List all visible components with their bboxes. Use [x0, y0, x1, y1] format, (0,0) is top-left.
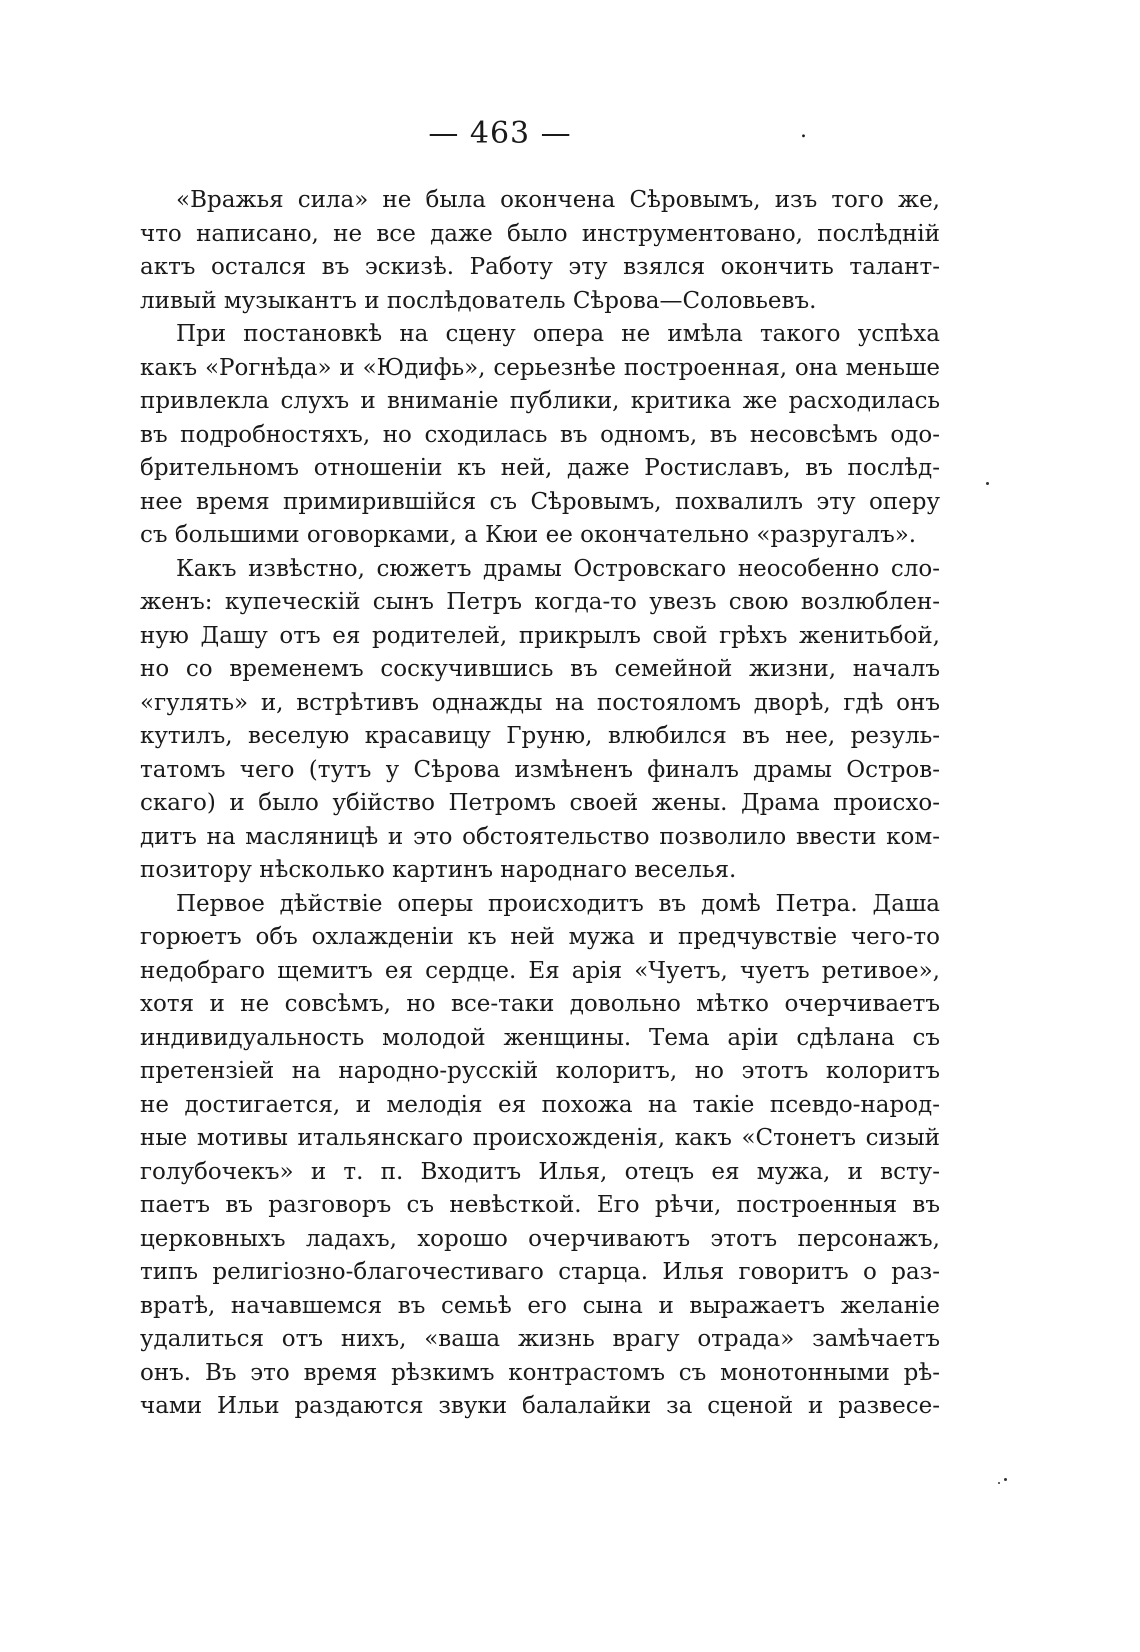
paragraph [140, 888, 940, 1424]
text-line: хотя и не совсѣмъ, но все-таки довольно мѣтко очерчиваетъ [140, 991, 940, 1017]
text-line: паетъ въ разговоръ съ невѣсткой. Его рѣчи, построенныя въ [140, 1192, 940, 1218]
text-line: «Вражья сила» не была окончена Сѣровымъ, изъ того же, [176, 187, 940, 213]
text-line: онъ. Въ это время рѣзкимъ контрастомъ съ монотонными рѣ- [140, 1359, 940, 1386]
text-line: актъ остался въ эскизѣ. Работу эту взялся окончить талант- [140, 254, 940, 280]
paragraph [140, 184, 940, 318]
text-line: женъ: купеческiй сынъ Петръ когда-то увезъ свою возлюблен- [140, 589, 940, 615]
text-line: позитору нѣсколько картинъ народнаго веселья. [140, 857, 737, 883]
decorative-speck [986, 482, 989, 485]
text-line: брительномъ отношенiи къ ней, даже Ростиславъ, въ послѣд- [140, 455, 940, 481]
text-line: съ большими оговорками, а Кюи ее окончательно «разругалъ». [140, 522, 917, 548]
text-line: привлекла слухъ и вниманiе публики, критика же расходилась [140, 388, 940, 414]
text-line: церковныхъ ладахъ, хорошо очерчиваютъ этотъ персонажъ, [140, 1225, 940, 1252]
text-line: Какъ извѣстно, сюжетъ драмы Островскаго неособенно сло- [176, 555, 940, 582]
paragraph [140, 318, 940, 553]
text-line: но со временемъ соскучившись въ семейной жизни, началъ [140, 656, 940, 682]
text-line: претензiей на народно-русскiй колоритъ, но этотъ колоритъ [140, 1058, 940, 1084]
text-line: въ подробностяхъ, но сходилась въ одномъ, въ несовсѣмъ одо- [140, 421, 940, 448]
text-line: ливый музыкантъ и послѣдователь Сѣрова—Соловьевъ. [140, 287, 817, 314]
text-line: удалиться отъ нихъ, «ваша жизнь врагу отрада» замѣчаетъ [140, 1326, 940, 1352]
text-line: чами Ильи раздаются звуки балалайки за сценой и развесе- [140, 1393, 940, 1419]
text-line: что написано, не все даже было инструментовано, послѣднiй [140, 220, 940, 247]
text-line: не достигается, и мелодiя ея похожа на такiе псевдо-народ- [140, 1091, 940, 1118]
text-line: скаго) и было убiйство Петромъ своей жены. Драма происхо- [140, 790, 940, 816]
text-line: Первое дѣйствiе оперы происходитъ въ домѣ Петра. Даша [176, 890, 940, 917]
page-number: — 463 — [428, 116, 572, 151]
text-line: голубочекъ» и т. п. Входитъ Илья, отецъ ея мужа, и всту- [140, 1158, 940, 1185]
text-line: вратѣ, начавшемся въ семьѣ его сына и выражаетъ желанiе [140, 1292, 940, 1319]
text-line: При постановкѣ на сцену опера не имѣла такого успѣха [176, 321, 940, 347]
text-line: индивидуальность молодой женщины. Тема арiи сдѣлана съ [140, 1024, 940, 1051]
text-line: какъ «Рогнѣда» и «Юдифь», серьезнѣе построенная, она меньше [140, 354, 940, 381]
text-line: ную Дашу отъ ея родителей, прикрылъ свой грѣхъ женитьбой, [140, 622, 940, 649]
text-line: кутилъ, веселую красавицу Груню, влюбился въ нее, резуль- [140, 723, 940, 749]
text-line: дитъ на масляницѣ и это обстоятельство позволило ввести ком- [140, 823, 940, 850]
decorative-speck [1004, 1478, 1007, 1481]
decorative-speck [998, 1482, 1000, 1484]
page-dot: . [800, 118, 807, 143]
paragraph [140, 553, 940, 888]
text-line: «гулять» и, встрѣтивъ однажды на постояломъ дворѣ, гдѣ онъ [140, 689, 940, 716]
text-line: ные мотивы итальянскаго происхожденiя, какъ «Стонетъ сизый [140, 1125, 940, 1151]
text-line: нее время примирившiйся съ Сѣровымъ, похвалилъ эту оперу [140, 488, 940, 515]
text-body [140, 184, 940, 1424]
text-line: татомъ чего (тутъ у Сѣрова измѣненъ финалъ драмы Остров- [140, 756, 940, 783]
text-line: типъ религiозно-благочестиваго старца. Илья говоритъ о раз- [140, 1259, 940, 1285]
text-line: недобраго щемитъ ея сердце. Ея арiя «Чуетъ, чуетъ ретивое», [140, 957, 940, 984]
text-line: горюетъ объ охлажденiи къ ней мужа и предчувствiе чего-то [140, 924, 940, 950]
